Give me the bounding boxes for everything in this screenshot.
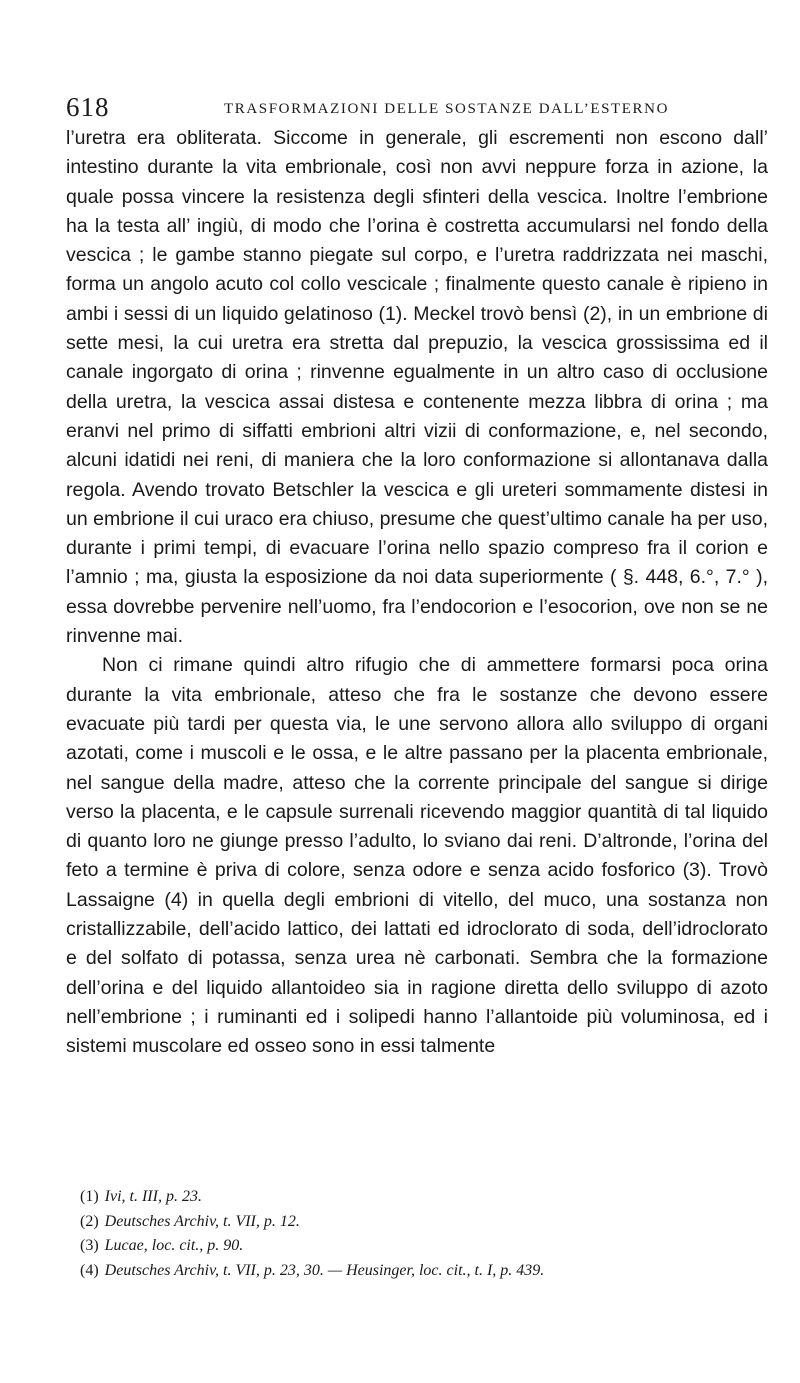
footnote-2 bbox=[80, 1210, 770, 1235]
footnote-number: (2) bbox=[80, 1212, 99, 1230]
footnote-citation: , t. VII, p. 12. bbox=[215, 1212, 300, 1230]
footnote-reference: Deutsches Archiv bbox=[104, 1261, 215, 1279]
footnotes bbox=[80, 1185, 770, 1283]
body-text bbox=[66, 124, 768, 1062]
paragraph-2: Non ci rimane quindi altro rifugio che di ammettere formarsi poca orina durante la vita embrionale, atteso che fra le sostanze che devono essere evacuate più tardi per questa via, le une servono allora allo sviluppo di organi azotati, come i muscoli e le ossa, e le altre passano per la placenta embrionale, nel sangue della madre, atteso che la corrente principale del sangue si dirige verso la placenta, e le capsule surrenali ricevendo maggior quantità di tal liquido di quanto loro ne giunge presso l’adulto, lo sviano dai reni. D’altronde, l’orina del feto a termine è priva di colore, senza odore e senza acido fosforico (3). Trovò Lassaigne (4) in quella degli embrioni di vitello, del muco, una sostanza non cristallizzabile, dell’acido lattico, dei lattati ed idroclorato di soda, dell’idroclorato e del solfato di potassa, senza urea nè carbonati. Sembra che la formazione dell’orina e del liquido allantoideo sia in ragione diretta dello sviluppo di azoto nell’embrione ; i ruminanti ed i solipedi hanno l’allantoide più voluminosa, ed i sistemi muscolare ed osseo sono in essi talmente bbox=[66, 654, 768, 1058]
footnote-number: (3) bbox=[80, 1237, 99, 1254]
footnote-citation: , loc. cit., p. 90. bbox=[143, 1237, 244, 1254]
footnote-citation: , t. VII, p. 23, 30. — Heusinger, loc. cit., t. I, p. 439. bbox=[215, 1261, 545, 1279]
footnote-number: (4) bbox=[80, 1261, 99, 1279]
running-head: TRASFORMAZIONI DELLE SOSTANZE DALL’ESTERNO bbox=[224, 101, 670, 117]
paragraph-1: l’uretra era obliterata. Siccome in generale, gli escrementi non escono dall’ intestino durante la vita embrionale, così non avvi neppure forza in azione, la quale possa vincere la resistenza degli sfinteri della vescica. Inoltre l’embrione ha la testa all’ ingiù, di modo che l’orina è costretta accumularsi nel fondo della vescica ; le gambe stanno piegate sul corpo, e l’uretra raddrizzata nei maschi, forma un angolo acuto col collo vescicale ; finalmente questo canale è ripieno in ambi i sessi di un liquido gelatinoso (1). Meckel trovò bensì (2), in un embrione di sette mesi, la cui uretra era stretta dal prepuzio, la vescica grossissima ed il canale ingorgato di orina ; rinvenne egualmente in un altro caso di occlusione della uretra, la vescica assai distesa e contenente mezza libbra di orina ; ma eranvi nel primo di siffatti embrioni altri vizii di conformazione, e, nel secondo, alcuni idatidi nei reni, di maniera che la loro conformazione si allontanava dalla regola. Avendo trovato Betschler la vescica e gli ureteri sommamente distesi in un embrione il cui uraco era chiuso, presume che quest’ultimo canale ha per uso, durante i primi tempi, di evacuare l’orina nello spazio compreso fra il corion e l’amnio ; ma, giusta la esposizione da noi data superiormente ( §. 448, 6.°, 7.° ), essa dovrebbe pervenire nell’uomo, fra l’endocorion e l’esocorion, ove non se ne rinvenne mai. bbox=[66, 127, 768, 648]
footnote-reference: Deutsches Archiv bbox=[104, 1212, 215, 1230]
footnote-1 bbox=[80, 1185, 770, 1210]
footnote-number: (1) bbox=[80, 1188, 99, 1205]
footnote-reference: Lucae bbox=[104, 1237, 144, 1254]
footnote-reference: Ivi bbox=[104, 1188, 122, 1205]
footnote-4 bbox=[80, 1259, 770, 1284]
page-number: 618 bbox=[66, 92, 110, 122]
footnote-citation: , t. III, p. 23. bbox=[121, 1188, 202, 1205]
footnote-3 bbox=[80, 1234, 770, 1259]
page-header bbox=[66, 92, 766, 122]
